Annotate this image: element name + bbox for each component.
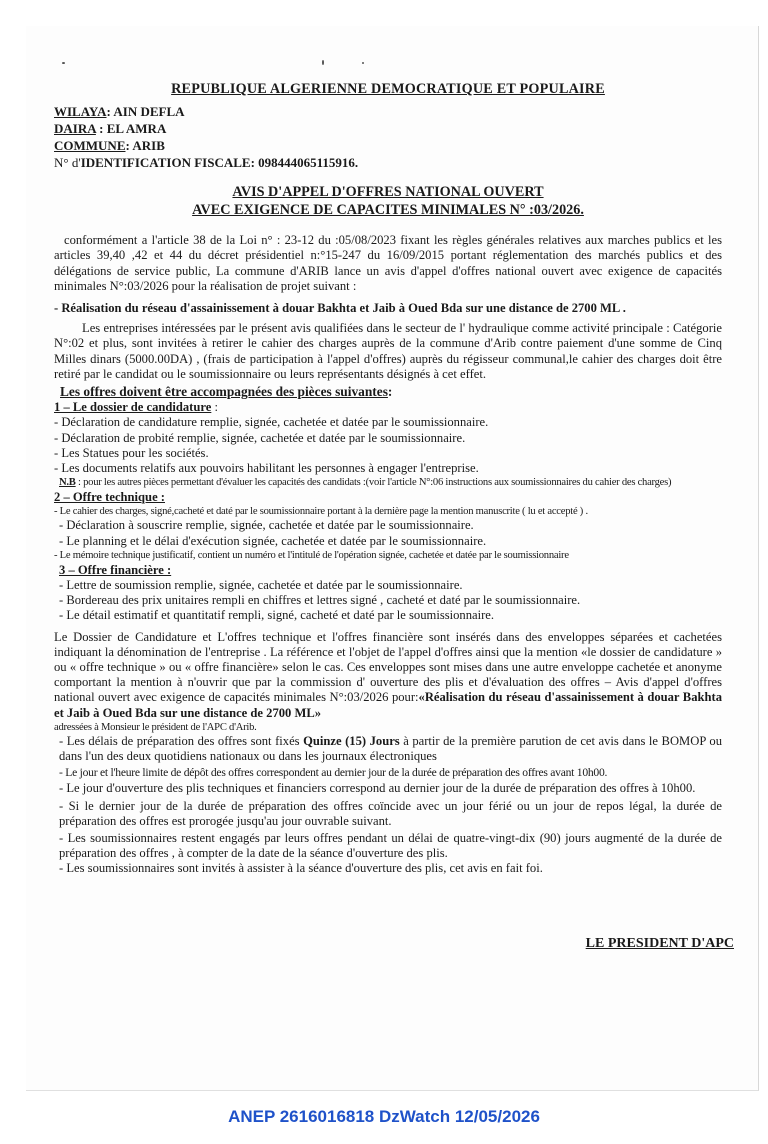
invitation-paragraph: - Les soumissionnaires sont invités à assister à la séance d'ouverture des plis, cet avis en fait foi. xyxy=(59,861,543,876)
nb-note xyxy=(54,476,722,489)
envelopes-project-bold: «Réalisation du réseau d'assainissement à douar Bakhta et Jaib à Oued Bda sur une distance de 2700 ML» xyxy=(54,690,722,720)
deadline-paragraph: - Le jour et l'heure limite de dépôt des offres correspondent au dernier jour de la durée de préparation des offres avant 10h00. xyxy=(59,766,608,780)
envelopes-paragraph xyxy=(54,630,722,721)
nb-label: N.B xyxy=(59,477,76,489)
envelopes-text: Le Dossier de Candidature et L'offres technique et l'offres financière sont insérés dans des enveloppes séparées et cachetées indiquant la dénomination de l'entreprise . La référence et l'objet de l'appel d'offres ainsi que la mention «le dossier de candidature » ou « offre technique » ou « offre financière» selon le cas. Ces enveloppes sont mises dans une autre enveloppe cachetée et anonyme comportant la mention à n'ouvrir que par la commission d' ouverture des plis et d'évaluation des offres – Avis d'appel d'offres national ouvert avec exigence de capacités minimales N°:03/2026 pour: xyxy=(54,629,722,705)
section-candidature-label: 1 – Le dossier de candidature xyxy=(54,400,212,415)
president-signature: LE PRESIDENT D'APC xyxy=(585,936,734,951)
section-technical-title xyxy=(54,490,722,505)
required-documents-label: Les offres doivent être accompagnées des pièces suivantes xyxy=(60,384,388,400)
daira-line xyxy=(54,120,722,137)
notice-title-line2: AVEC EXIGENCE DE CAPACITES MINIMALES N° :03/2026. xyxy=(192,202,584,219)
scan-speck xyxy=(322,60,324,65)
commune-value: : ARIB xyxy=(125,138,165,154)
holiday-paragraph: - Si le dernier jour de la durée de préparation des offres coïncide avec un jour férié ou un jour de repos légal, la durée de préparation des offres est prorogée jusqu'au jour ouvrable suivant. xyxy=(59,798,722,828)
section-financial-label: 3 – Offre financière : xyxy=(59,562,172,577)
daira-label: DAIRA xyxy=(54,121,96,137)
daira-value: : EL AMRA xyxy=(95,121,167,137)
list-item: - Le mémoire technique justificatif, contient un numéro et l'intitulé de l'opération signée, cachetée et datée par le soumissionnaire xyxy=(54,549,569,561)
list-item: - Déclaration à souscrire remplie, signée, cachetée et datée par le soumissionnaire. xyxy=(59,518,474,533)
commune-line xyxy=(54,137,722,154)
fiscal-id-line xyxy=(54,154,722,171)
delay-text-b: à partir de la première parution de cet avis dans le BOMOP ou dans l'un des deux quotidiens nationaux ou dans les journaux électroniques xyxy=(59,733,722,764)
commune-label: COMMUNE xyxy=(54,138,126,154)
required-documents-title xyxy=(54,384,722,399)
wilaya-line xyxy=(54,103,722,120)
republic-heading: REPUBLIQUE ALGERIENNE DEMOCRATIQUE ET POPULAIRE xyxy=(171,81,605,97)
intro-paragraph: conformément a l'article 38 de la Loi n° : 23-12 du :05/08/2023 fixant les règles générales relatives aux marches publics et les articles 39,40 ,42 et 44 du décret présidentiel n:°15-247 du 16/09/2015 portant réglementation des marchés publics et des délégations de service public, La commune d'ARIB lance un avis d'appel d'offres national ouvert avec exigence de capacités minimales N°:03/2026 pour la réalisation de projet suivant : xyxy=(54,233,722,293)
fiscal-id-text: IDENTIFICATION FISCALE: 098444065115916. xyxy=(80,155,359,171)
list-item: - Bordereau des prix unitaires rempli en chiffres et lettres signé , cacheté et daté par le soumissionnaire. xyxy=(59,593,581,608)
delay-text-a: - Les délais de préparation des offres sont fixés xyxy=(59,733,304,748)
addressed-line: adressées à Monsieur le président de l'APC d'Arib. xyxy=(54,721,257,733)
notice-title xyxy=(54,183,722,219)
delay-paragraph xyxy=(54,734,722,764)
notice-title-line1: AVIS D'APPEL D'OFFRES NATIONAL OUVERT xyxy=(232,184,544,201)
list-item: - Les Statues pour les sociétés. xyxy=(54,445,209,460)
list-item: - Déclaration de candidature remplie, signée, cachetée et datée par le soumissionnaire. xyxy=(54,415,489,430)
project-line: - Réalisation du réseau d'assainissement à douar Bakhta et Jaib à Oued Bda sur une distance de 2700 ML . xyxy=(54,301,626,316)
anep-footer: ANEP 2616016818 DzWatch 12/05/2026 xyxy=(228,1107,540,1126)
required-documents-suffix: : xyxy=(387,384,393,400)
section-candidature-suffix: : xyxy=(211,400,218,415)
fiscal-id-prefix: N° d' xyxy=(54,155,81,171)
list-item: - Lettre de soumission remplie, signée, cachetée et datée par le soumissionnaire. xyxy=(59,578,463,593)
eligibility-paragraph: Les entreprises intéressées par le présent avis qualifiées dans le secteur de l' hydraulique comme activité principale : Catégorie N°:02 et plus, sont invitées à retirer le cahier des charges auprès de la commune d'Arib contre paiement d'une somme de Cinq Milles dinars (5000.00DA) , (frais de participation à l'appel d'offres) auprès du régisseur communal,le cahier des charges doit être retiré par le candidat ou le soumissionnaire ou leurs représentants désignés à cet effet. xyxy=(54,321,722,381)
section-technical-label: 2 – Offre technique : xyxy=(54,490,165,505)
section-financial-title xyxy=(54,563,722,578)
section-candidature-title xyxy=(54,400,722,415)
list-item: - Les documents relatifs aux pouvoirs habilitant les personnes à engager l'entreprise. xyxy=(54,461,479,476)
nb-text: : pour les autres pièces permettant d'évaluer les capacités des candidats :(voir l'article N°:06 instructions aux soumissionnaires du cahier des charges) xyxy=(75,477,672,489)
delay-bold: Quinze (15) Jours xyxy=(303,733,400,748)
validity-paragraph: - Les soumissionnaires restent engagés par leurs offres pendant un délai de quatre-vingt-dix (90) jours augmenté de la durée de préparation des offres , à compter de la date de la séance d'ouverture des plis. xyxy=(59,830,722,861)
wilaya-label: WILAYA xyxy=(54,104,107,120)
notice-content xyxy=(54,80,722,877)
list-item: - Le planning et le délai d'exécution signée, cachetée et datée par le soumissionnaire. xyxy=(59,533,487,548)
list-item: - Déclaration de probité remplie, signée, cachetée et datée par le soumissionnaire. xyxy=(54,430,466,445)
opening-paragraph: - Le jour d'ouverture des plis techniques et financiers correspond au dernier jour de la durée de préparation des offres à 10h00. xyxy=(59,781,696,796)
scan-speck xyxy=(62,62,65,64)
wilaya-value: : AIN DEFLA xyxy=(106,104,185,120)
scan-speck xyxy=(362,62,364,64)
list-item: - Le détail estimatif et quantitatif rempli, signé, cacheté et daté par le soumissionnaire. xyxy=(59,608,495,623)
list-item: - Le cahier des charges, signé,cacheté et daté par le soumissionnaire portant à la dernière page la mention manuscrite ( lu et accepté ) . xyxy=(54,506,588,518)
